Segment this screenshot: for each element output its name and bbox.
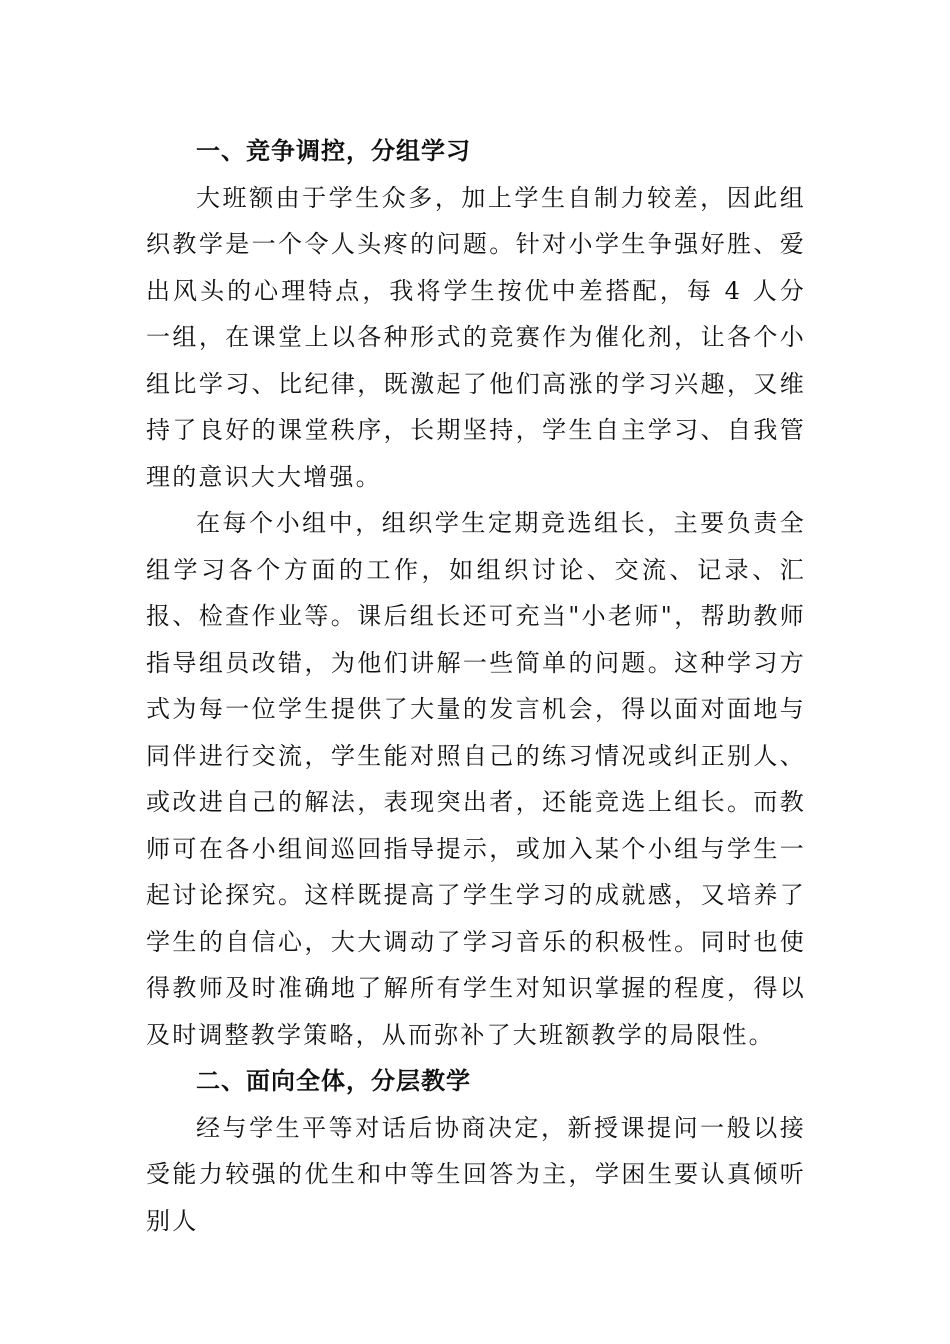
section-heading-2: 二、面向全体，分层教学 xyxy=(196,1067,471,1095)
section-heading-1: 一、竞争调控，分组学习 xyxy=(196,137,471,165)
paragraph-3: 经与学生平等对话后协商决定，新授课提问一般以接受能力较强的优生和中等生回答为主，学困生要认真倾听别人 xyxy=(146,1113,806,1235)
paragraph-1: 大班额由于学生众多，加上学生自制力较差，因此组织教学是一个令人头疼的问题。针对小学生争强好胜、爱出风头的心理特点，我将学生按优中差搭配，每 4 人分一组，在课堂上以各种形式的竞赛作为催化剂，让各个小组比学习、比纪律，既激起了他们高涨的学习兴趣，又维持了良好的课堂秩序，长期坚持，学生自主学习、自我管理的意识大大增强。 xyxy=(146,183,806,491)
paragraph-2: 在每个小组中，组织学生定期竞选组长，主要负责全组学习各个方面的工作，如组织讨论、交流、记录、汇报、检查作业等。课后组长还可充当"小老师"，帮助教师指导组员改错，为他们讲解一些简单的问题。这种学习方式为每一位学生提供了大量的发言机会，得以面对面地与同伴进行交流，学生能对照自己的练习情况或纠正别人、或改进自己的解法，表现突出者，还能竞选上组长。而教师可在各小组间巡回指导提示，或加入某个小组与学生一起讨论探究。这样既提高了学生学习的成就感，又培养了学生的自信心，大大调动了学习音乐的积极性。同时也使得教师及时准确地了解所有学生对知识掌握的程度，得以及时调整教学策略，从而弥补了大班额教学的局限性。 xyxy=(146,509,806,1049)
document-body xyxy=(146,128,806,1244)
